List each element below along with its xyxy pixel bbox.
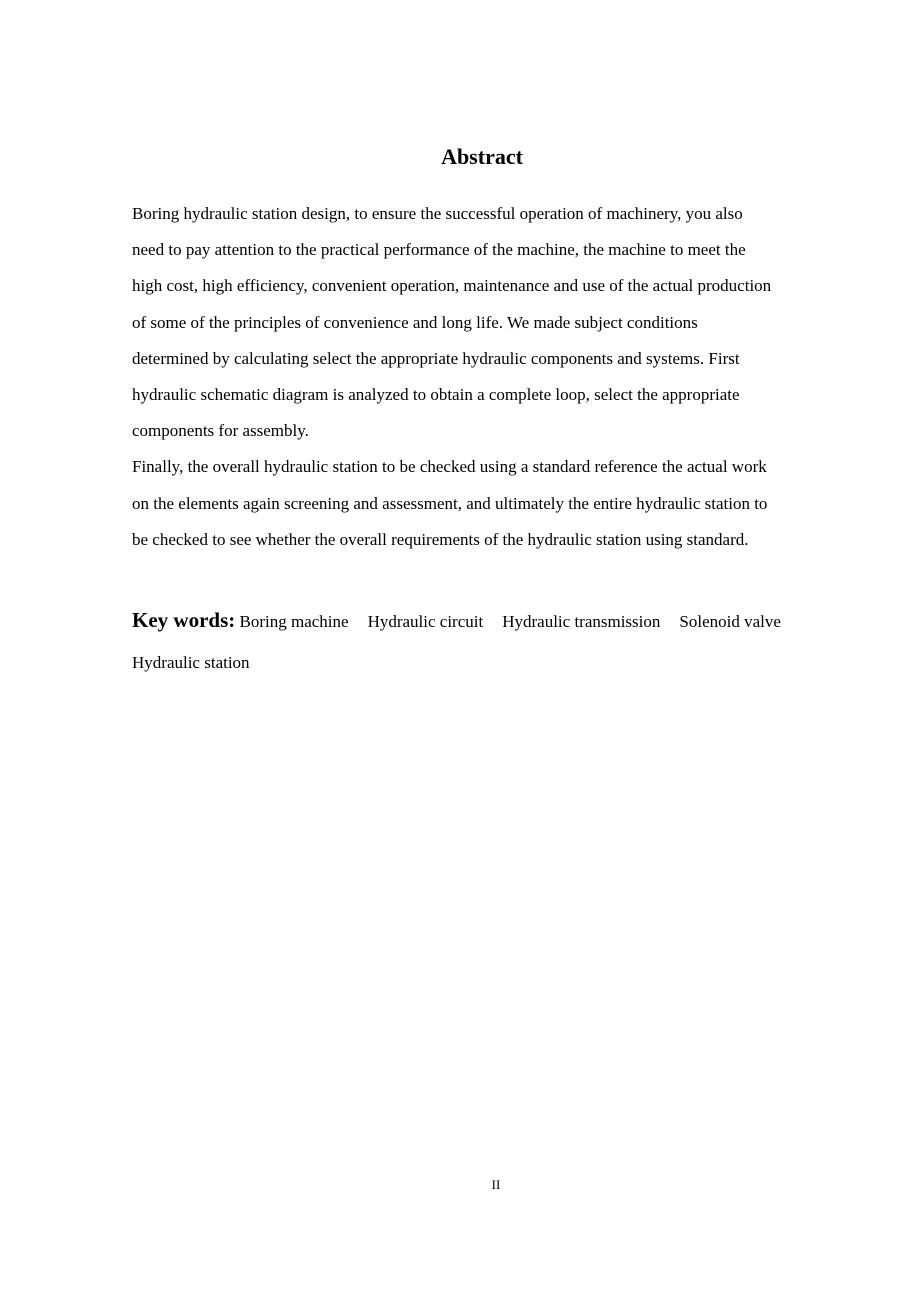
page-number: II bbox=[491, 1177, 501, 1192]
abstract-body bbox=[132, 196, 852, 558]
text-line: Finally, the overall hydraulic station to be checked using a standard reference the actual work bbox=[132, 457, 767, 477]
text-line: of some of the principles of convenience and long life. We made subject conditions bbox=[132, 312, 698, 332]
abstract-paragraph-1 bbox=[132, 196, 852, 449]
keyword-term: Hydraulic transmission bbox=[502, 612, 661, 631]
keyword-term: Boring machine bbox=[239, 612, 349, 631]
abstract-paragraph-2 bbox=[132, 449, 852, 558]
keyword-term: Hydraulic circuit bbox=[367, 612, 484, 631]
text-line: determined by calculating select the appropriate hydraulic components and systems. First bbox=[132, 348, 740, 368]
text-line: hydraulic schematic diagram is analyzed to obtain a complete loop, select the appropriate bbox=[132, 385, 740, 405]
text-line: Boring hydraulic station design, to ensure the successful operation of machinery, you also bbox=[132, 204, 743, 223]
text-line: high cost, high efficiency, convenient operation, maintenance and use of the actual production bbox=[132, 276, 772, 296]
keywords-line-1 bbox=[132, 600, 852, 642]
keywords-section bbox=[132, 600, 852, 683]
keyword-term: Hydraulic station bbox=[132, 653, 250, 672]
text-line: components for assembly. bbox=[132, 421, 309, 441]
abstract-heading: Abstract bbox=[441, 144, 523, 169]
text-line: be checked to see whether the overall requirements of the hydraulic station using standard. bbox=[132, 529, 749, 549]
keywords-line-2 bbox=[132, 642, 852, 683]
keywords-label: Key words: bbox=[132, 608, 236, 632]
text-line: need to pay attention to the practical performance of the machine, the machine to meet the bbox=[132, 240, 746, 260]
text-line: on the elements again screening and assessment, and ultimately the entire hydraulic station to bbox=[132, 493, 768, 513]
keyword-term: Solenoid valve bbox=[679, 612, 781, 631]
